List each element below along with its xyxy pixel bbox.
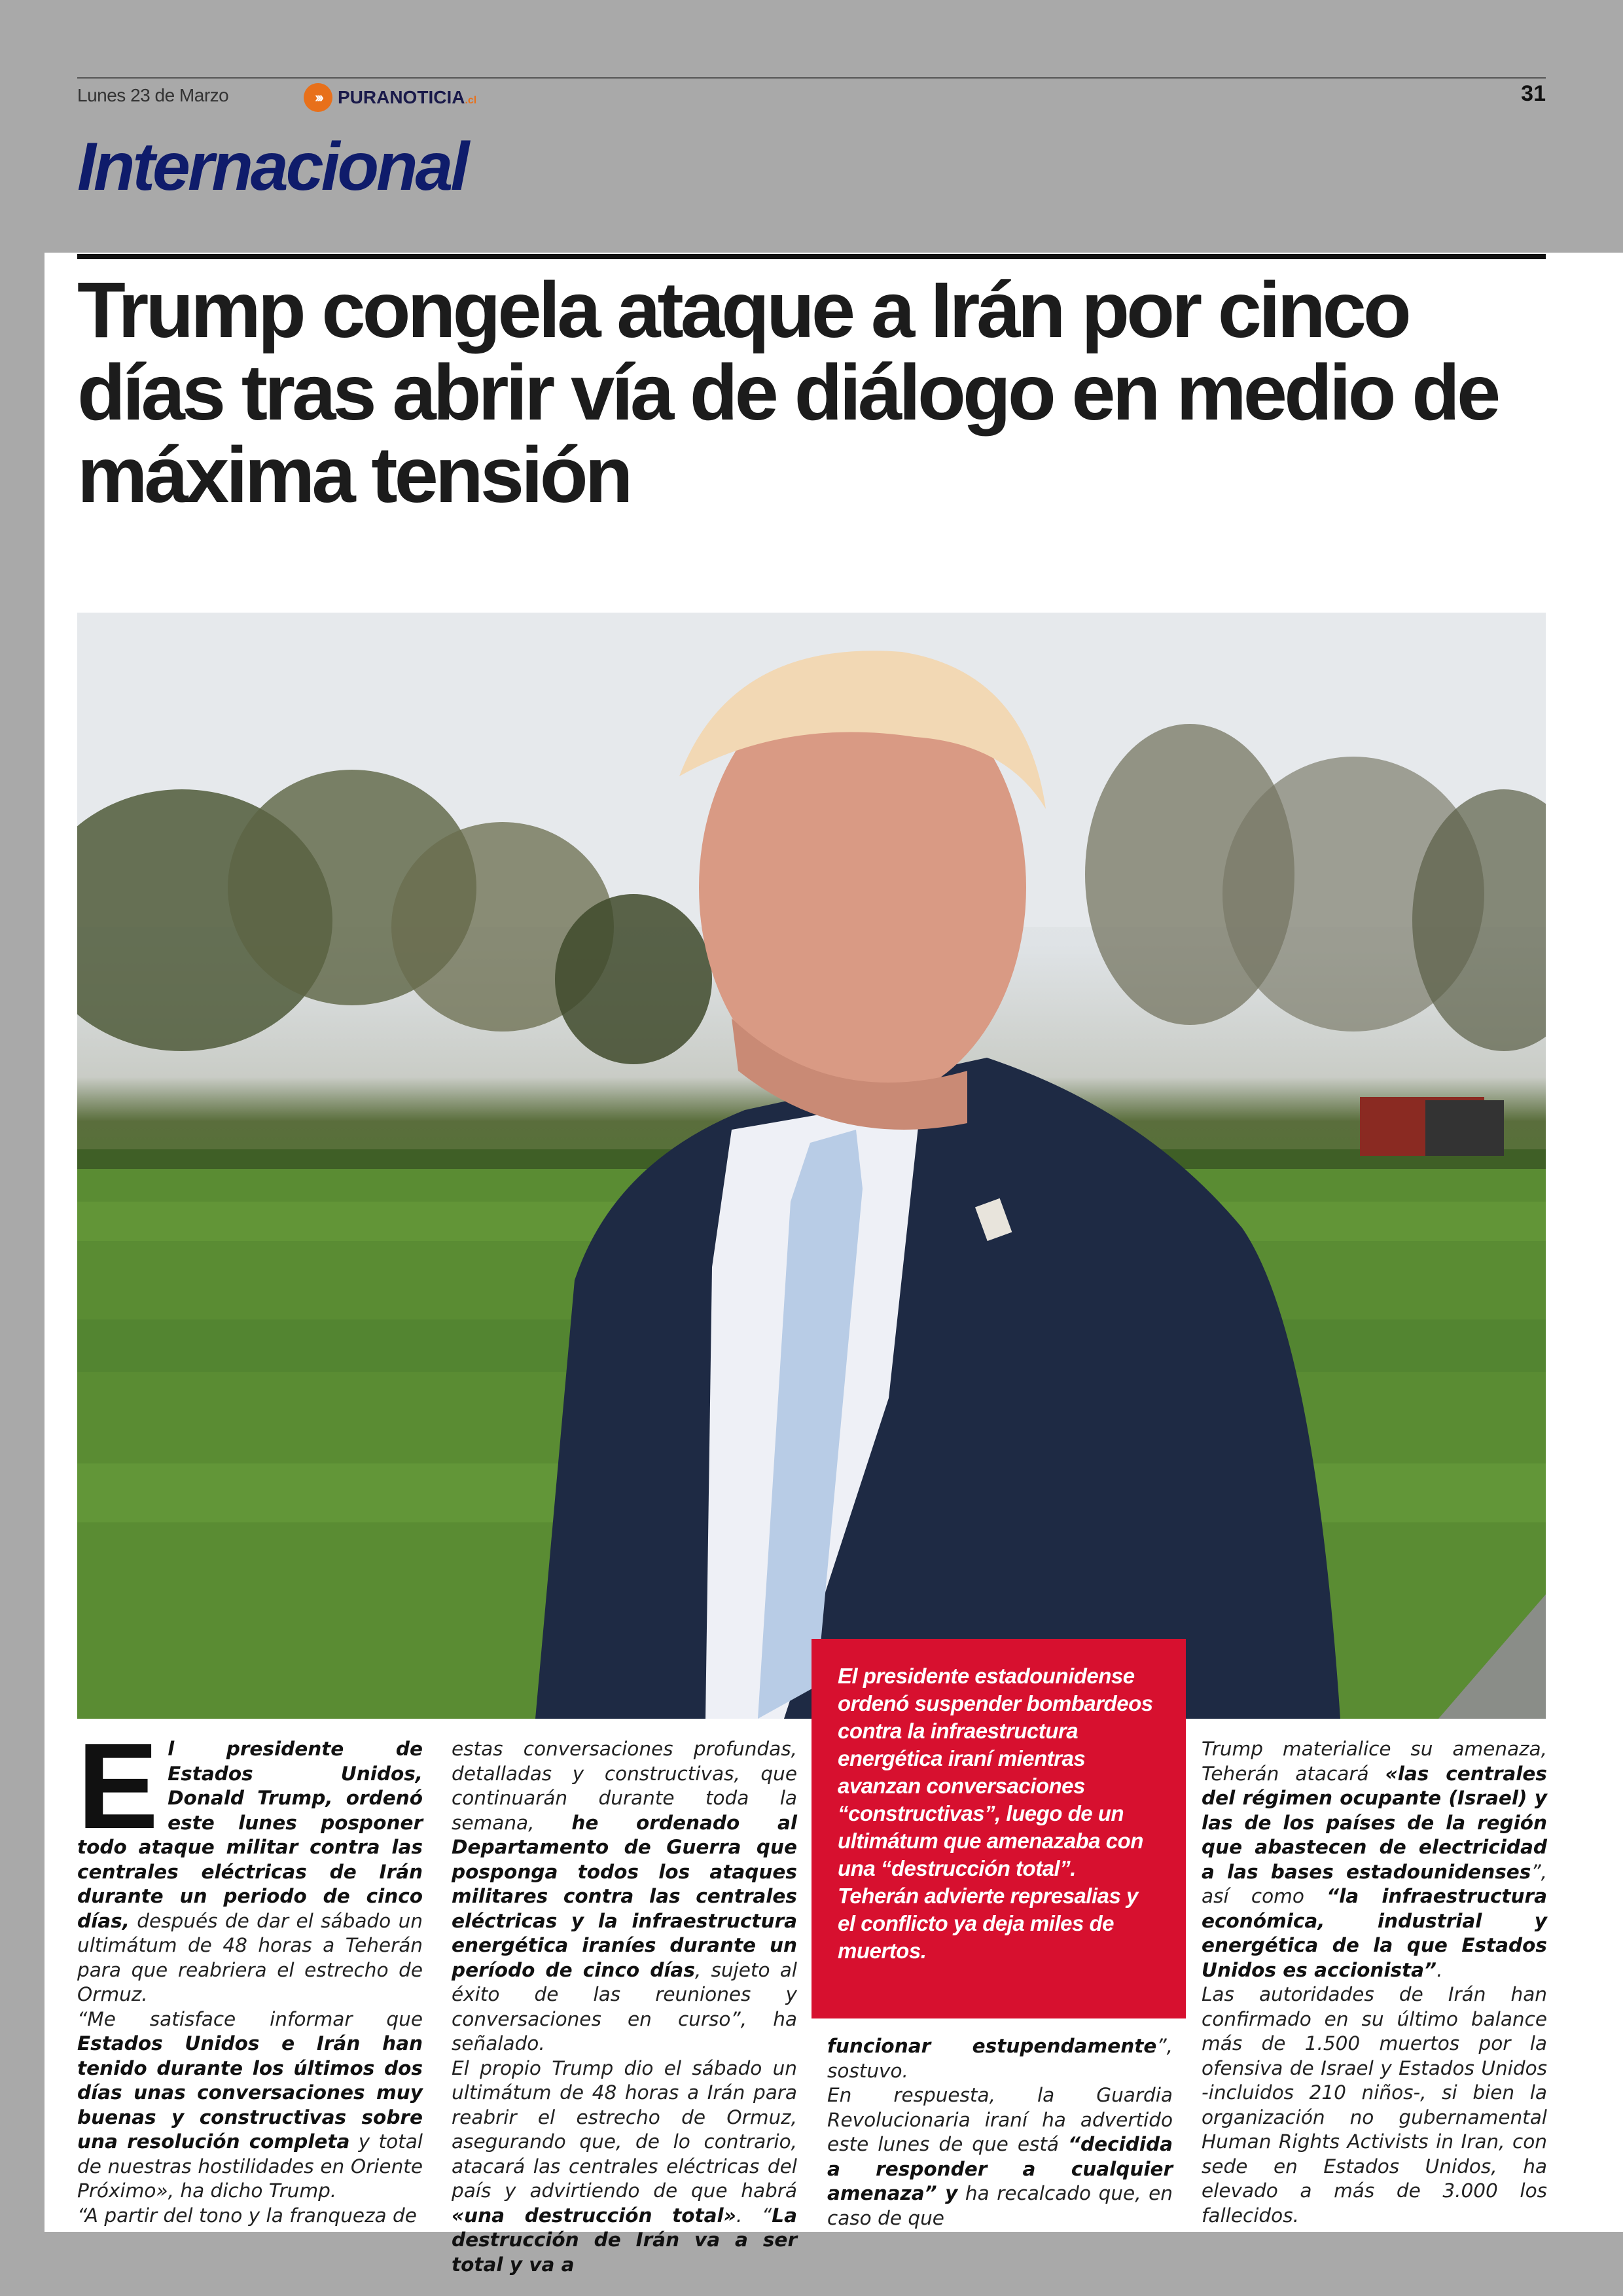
paragraph: Trump materialice su amenaza, Teherán atacará «las centrales del régimen ocupante (Israel) y las de los países de la región que abastecen de electricidad a las bases estadounidenses”, así como “la infraestructura económica, industrial y energética de la que Estados Unidos es accionista”. bbox=[1202, 1738, 1547, 1981]
paragraph: El presidente de Estados Unidos, Donald Trump, ordenó este lunes posponer todo ataque militar contra las centrales eléctricas de Irán durante un periodo de cinco días, después de dar el sábado un ultimátum de 48 horas a Teherán para que reabriera el estrecho de Ormuz. bbox=[77, 1719, 423, 2005]
paragraph: “A partir del tono y la franqueza de bbox=[77, 2204, 417, 2227]
puranoticia-logo bbox=[304, 84, 476, 111]
logo-wordmark: PURANOTICIA.cl bbox=[338, 87, 477, 107]
pull-quote-box bbox=[812, 1639, 1186, 2018]
paragraph: “Me satisface informar que Estados Unidos e Irán han tenido durante los últimos dos días unas conversaciones muy buenas y constructivas sobre una resolución completa y total de nuestras hostilidades en Oriente Próximo», ha dicho Trump. bbox=[77, 2007, 423, 2202]
page-number: 31 bbox=[1521, 81, 1546, 106]
logo-chevrons-icon: ››› bbox=[304, 83, 332, 112]
drop-cap: E bbox=[77, 1719, 159, 1854]
issue-date: Lunes 23 de Marzo bbox=[77, 85, 229, 105]
paragraph: estas conversaciones profundas, detalladas y constructivas, que continuarán durante toda la semana, he ordenado al Departamento de Guerra que posponga todos los ataques militares contra las centrales eléctricas y la infraestructura energética iraníes durante un período de cinco días, sujeto al éxito de las reuniones y conversaciones en curso”, ha señalado. bbox=[452, 1738, 797, 2054]
header-rule bbox=[77, 77, 1546, 79]
pull-quote-text: El presidente estadounidense ordenó suspender bombardeos contra la infraestructura energética iraní mientras avanzan conversaciones “constructivas”, luego de un ultimátum que amenazaba con una “destrucción total”. Teherán advierte represalias y el conflicto ya deja miles de muertos. bbox=[838, 1664, 1153, 1963]
article-column-2 bbox=[452, 1737, 797, 2277]
paragraph: El propio Trump dio el sábado un ultimátum de 48 horas a Irán para reabrir el estrecho de Ormuz, asegurando que, de lo contrario, atacará las centrales eléctricas del país y advirtiendo de que habrá «una destrucción total». “La destrucción de Irán va a ser total y va a bbox=[452, 2056, 797, 2276]
article-column-4 bbox=[1202, 1737, 1547, 2228]
article-headline: Trump congela ataque a Irán por cinco días tras abrir vía de diálogo en medio de máxima tensión bbox=[77, 265, 1498, 519]
paragraph: funcionar estupendamente”, sostuvo. bbox=[827, 2035, 1173, 2082]
page-header-band bbox=[0, 0, 1623, 253]
photo-illustration bbox=[77, 613, 1546, 1719]
article-column-3 bbox=[827, 2034, 1173, 2231]
paragraph: En respuesta, la Guardia Revolucionaria iraní ha advertido este lunes de que está “decidida a responder a cualquier amenaza” y ha recalcado que, en caso de que bbox=[827, 2084, 1173, 2229]
paragraph: Las autoridades de Irán han confirmado en su último balance más de 1.500 muertos por la ofensiva de Israel y Estados Unidos -incluidos 210 niños-, si bien la organización no gubernamental Human Rights Activists in Iran, con sede en Estados Unidos, ha elevado a más de 3.000 los fallecidos. bbox=[1202, 1983, 1547, 2227]
headline-rule bbox=[77, 254, 1546, 259]
article-column-1 bbox=[77, 1719, 423, 2228]
section-title: Internacional bbox=[77, 129, 467, 205]
article-photo bbox=[77, 613, 1546, 1719]
